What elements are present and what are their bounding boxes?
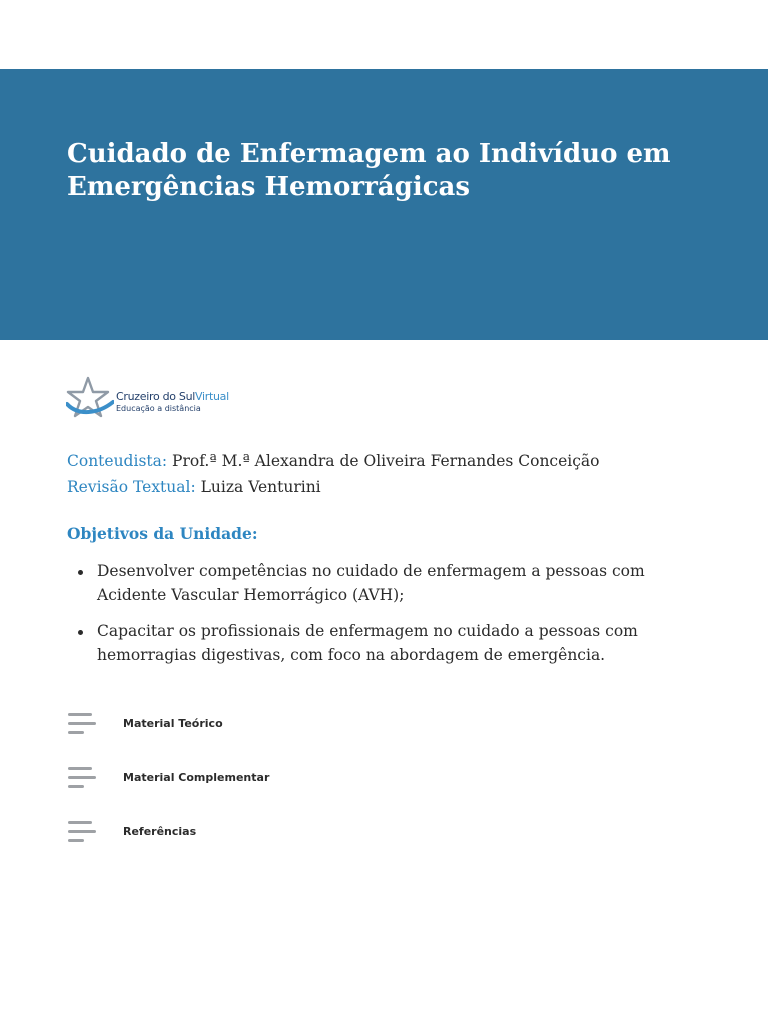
objectives-list [67, 559, 707, 679]
menu-lines-icon [66, 713, 98, 737]
list-item [67, 619, 707, 667]
review-label: Revisão Textual: [67, 478, 196, 496]
title-banner [0, 69, 768, 340]
credits [67, 448, 727, 500]
logo-tagline: Educação a distância [116, 404, 201, 413]
unit-contents-menu [66, 708, 366, 870]
cruzeiro-do-sul-logo [66, 376, 246, 422]
star-swoosh-logo-icon [66, 376, 114, 422]
menu-item-label: Referências [123, 825, 197, 838]
author-value: Prof.ª M.ª Alexandra de Oliveira Fernandes Conceição [167, 452, 600, 470]
review-value: Luiza Venturini [195, 478, 321, 496]
logo-name-accent: Virtual [195, 390, 229, 403]
menu-item-label: Material Teórico [123, 717, 223, 730]
bullet-icon [78, 570, 83, 575]
objectives-heading: Objetivos da Unidade: [67, 524, 258, 543]
menu-lines-icon [66, 767, 98, 791]
author-label: Conteudista: [67, 452, 168, 470]
review-line [67, 474, 727, 500]
bullet-icon [78, 630, 83, 635]
logo-name-main: Cruzeiro do Sul [116, 390, 195, 403]
objective-text: Capacitar os profissionais de enfermagem no cuidado a pessoas com hemorragias digestivas, com foco na abordagem de emergência. [97, 622, 638, 664]
menu-lines-icon [66, 821, 98, 845]
objective-text: Desenvolver competências no cuidado de enfermagem a pessoas com Acidente Vascular Hemorrágico (AVH); [97, 562, 645, 604]
menu-item-material-teorico[interactable] [66, 708, 366, 762]
menu-item-label: Material Complementar [123, 771, 270, 784]
logo-name [116, 390, 229, 403]
author-line [67, 448, 727, 474]
menu-item-referencias[interactable] [66, 816, 366, 870]
menu-item-material-complementar[interactable] [66, 762, 366, 816]
page-title: Cuidado de Enfermagem ao Indivíduo em Emergências Hemorrágicas [67, 139, 671, 202]
list-item [67, 559, 707, 607]
